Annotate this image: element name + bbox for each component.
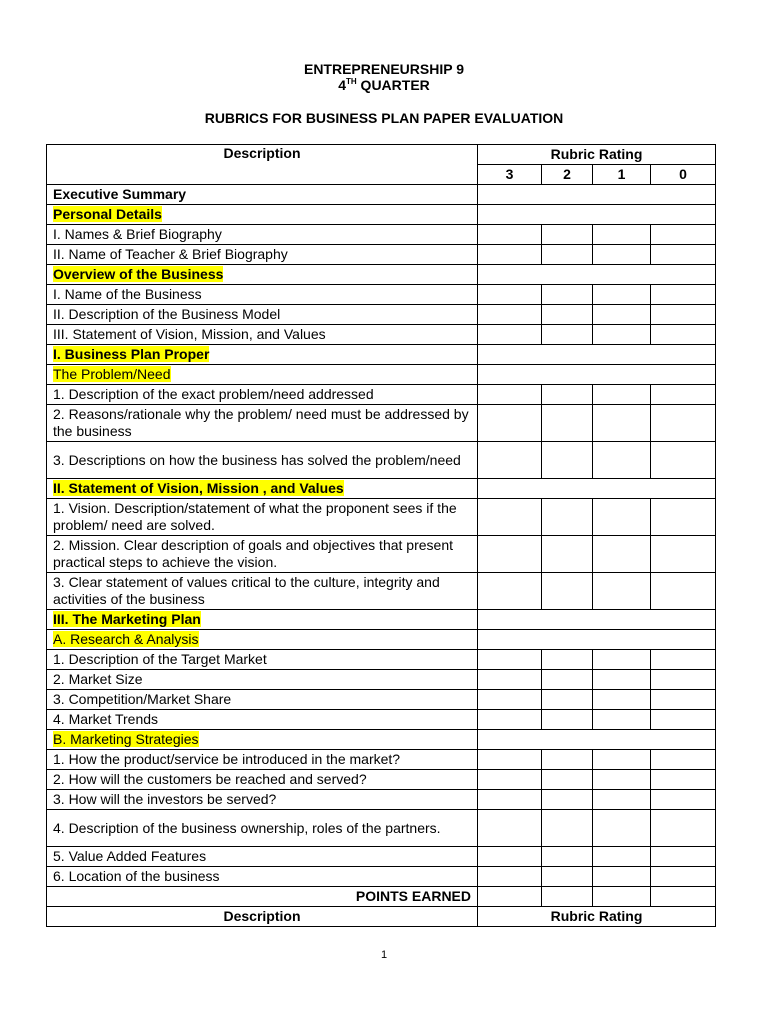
section-label: A. Research & Analysis: [53, 631, 199, 647]
criterion-row: [47, 225, 716, 245]
rating-cell[interactable]: [478, 867, 542, 887]
rating-cell[interactable]: [651, 670, 716, 690]
criterion-label: 3. Clear statement of values critical to the culture, integrity and activities of the business: [53, 574, 440, 607]
criterion-row: [47, 750, 716, 770]
rating-cell[interactable]: [542, 536, 593, 573]
rating-cell[interactable]: [542, 847, 593, 867]
rating-cell-merged: [478, 205, 716, 225]
criterion-row: [47, 245, 716, 265]
rating-cell[interactable]: [651, 536, 716, 573]
description-cell: [47, 573, 478, 610]
rating-cell[interactable]: [478, 750, 542, 770]
rating-cell[interactable]: [478, 325, 542, 345]
rating-cell[interactable]: [651, 285, 716, 305]
criterion-row: [47, 285, 716, 305]
rating-cell-merged: [478, 610, 716, 630]
section-label: Personal Details: [53, 206, 162, 222]
description-cell: [47, 690, 478, 710]
rating-cell[interactable]: [542, 790, 593, 810]
rating-cell[interactable]: [651, 790, 716, 810]
rating-cell[interactable]: [478, 225, 542, 245]
criterion-row: [47, 650, 716, 670]
rating-cell[interactable]: [542, 750, 593, 770]
rubric-title: RUBRICS FOR BUSINESS PLAN PAPER EVALUATION: [204, 110, 564, 126]
description-column-header: Description: [47, 907, 478, 927]
rating-cell[interactable]: [593, 285, 651, 305]
rating-cell[interactable]: [478, 670, 542, 690]
section-row: [47, 610, 716, 630]
criterion-row: [47, 710, 716, 730]
rating-cell[interactable]: [651, 710, 716, 730]
criterion-label: 6. Location of the business: [53, 868, 220, 884]
rating-cell[interactable]: [593, 225, 651, 245]
description-cell: [47, 305, 478, 325]
section-row: [47, 205, 716, 225]
section-row: [47, 265, 716, 285]
description-cell: [47, 205, 478, 225]
rating-cell[interactable]: [593, 867, 651, 887]
criterion-row: [47, 325, 716, 345]
rating-cell[interactable]: [651, 690, 716, 710]
quarter-heading: [0, 77, 768, 93]
rating-cell[interactable]: [651, 573, 716, 610]
repeated-header-row: [47, 907, 716, 927]
criterion-row: [47, 770, 716, 790]
section-label: I. Business Plan Proper: [53, 346, 210, 362]
rating-cell[interactable]: [542, 770, 593, 790]
rating-cell[interactable]: [542, 245, 593, 265]
description-cell: [47, 325, 478, 345]
section-label: II. Statement of Vision, Mission , and Values: [53, 480, 344, 496]
section-label: Overview of the Business: [53, 266, 224, 282]
rating-cell[interactable]: [593, 770, 651, 790]
description-cell: [47, 630, 478, 650]
points-earned-row: [47, 887, 716, 907]
rating-cell[interactable]: [593, 573, 651, 610]
section-label: III. The Marketing Plan: [53, 611, 201, 627]
criterion-label: I. Names & Brief Biography: [53, 226, 222, 242]
description-cell: [47, 750, 478, 770]
rating-cell[interactable]: [651, 847, 716, 867]
criterion-label: 1. How the product/service be introduced in the market?: [53, 751, 401, 767]
rating-cell[interactable]: [478, 690, 542, 710]
rubric-table: [46, 144, 716, 927]
criterion-row: [47, 690, 716, 710]
rating-cell-merged: [478, 345, 716, 365]
criterion-row: [47, 573, 716, 610]
description-cell: [47, 730, 478, 750]
rating-cell[interactable]: [478, 790, 542, 810]
rating-cell-merged: [478, 185, 716, 205]
criterion-row: [47, 790, 716, 810]
rating-cell[interactable]: [478, 245, 542, 265]
rating-cell[interactable]: [651, 770, 716, 790]
criterion-label: I. Name of the Business: [53, 286, 202, 302]
rating-cell[interactable]: [542, 573, 593, 610]
rating-cell[interactable]: [593, 690, 651, 710]
section-label: Executive Summary: [53, 186, 187, 202]
rubric-rating-column-header: Rubric Rating: [478, 907, 716, 927]
description-cell: [47, 185, 478, 205]
criterion-label: 3. How will the investors be served?: [53, 791, 277, 807]
rating-cell[interactable]: [478, 536, 542, 573]
rating-cell[interactable]: [651, 325, 716, 345]
criterion-label: 3. Competition/Market Share: [53, 691, 232, 707]
rating-cell[interactable]: [542, 650, 593, 670]
points-cell[interactable]: [542, 887, 593, 907]
description-cell: [47, 790, 478, 810]
quarter-number: 4: [338, 77, 346, 93]
points-earned-label: POINTS EARNED: [47, 887, 478, 907]
criterion-row: [47, 536, 716, 573]
criterion-label: 1. Description of the Target Market: [53, 651, 267, 667]
rating-cell[interactable]: [542, 690, 593, 710]
description-cell: [47, 345, 478, 365]
criterion-row: [47, 405, 716, 442]
description-cell: [47, 385, 478, 405]
rating-cell[interactable]: [478, 499, 542, 536]
rating-cell[interactable]: [478, 405, 542, 442]
rating-cell[interactable]: [651, 225, 716, 245]
rating-cell[interactable]: [593, 499, 651, 536]
rating-cell[interactable]: [593, 670, 651, 690]
page-number: 1: [380, 949, 388, 961]
criterion-row: [47, 499, 716, 536]
rating-cell[interactable]: [542, 405, 593, 442]
criterion-label: 3. Descriptions on how the business has solved the problem/need: [53, 451, 461, 468]
criterion-label: 4. Market Trends: [53, 711, 159, 727]
rating-cell-merged: [478, 730, 716, 750]
table-header-row: [47, 145, 716, 165]
description-cell: [47, 810, 478, 847]
criterion-row: [47, 442, 716, 479]
description-cell: [47, 670, 478, 690]
rating-cell[interactable]: [593, 405, 651, 442]
rating-cell[interactable]: [593, 790, 651, 810]
criterion-label: 2. Reasons/rationale why the problem/ need must be addressed by the business: [53, 406, 469, 439]
rating-cell[interactable]: [593, 710, 651, 730]
description-cell: [47, 710, 478, 730]
rating-cell[interactable]: [478, 385, 542, 405]
rating-cell[interactable]: [542, 810, 593, 847]
rating-cell[interactable]: [593, 442, 651, 479]
rating-cell[interactable]: [542, 442, 593, 479]
criterion-row: [47, 847, 716, 867]
description-cell: [47, 610, 478, 630]
rating-cell[interactable]: [542, 325, 593, 345]
rating-cell[interactable]: [478, 285, 542, 305]
criterion-label: 1. Vision. Description/statement of what the proponent sees if the problem/ need are solved.: [53, 500, 457, 533]
rating-cell[interactable]: [542, 710, 593, 730]
rating-cell[interactable]: [542, 670, 593, 690]
criterion-row: [47, 305, 716, 325]
description-cell: [47, 536, 478, 573]
criterion-label: II. Name of Teacher & Brief Biography: [53, 246, 288, 262]
criterion-row: [47, 385, 716, 405]
rating-3-header: 3: [478, 165, 542, 185]
section-label: The Problem/Need: [53, 366, 171, 382]
rating-cell[interactable]: [593, 847, 651, 867]
description-column-header: Description: [47, 145, 478, 185]
description-cell: [47, 442, 478, 479]
rating-cell[interactable]: [651, 405, 716, 442]
points-cell[interactable]: [593, 887, 651, 907]
description-cell: [47, 867, 478, 887]
description-cell: [47, 265, 478, 285]
criterion-row: [47, 810, 716, 847]
rating-cell-merged: [478, 265, 716, 285]
rubric-rating-column-header: Rubric Rating: [478, 145, 716, 165]
rating-cell[interactable]: [593, 650, 651, 670]
rating-cell[interactable]: [651, 750, 716, 770]
criterion-label: 2. Market Size: [53, 671, 143, 687]
rating-cell[interactable]: [593, 385, 651, 405]
criterion-row: [47, 670, 716, 690]
description-cell: [47, 405, 478, 442]
points-cell[interactable]: [651, 887, 716, 907]
rating-cell[interactable]: [651, 245, 716, 265]
rating-cell[interactable]: [593, 810, 651, 847]
rating-cell-merged: [478, 630, 716, 650]
criterion-label: 2. How will the customers be reached and served?: [53, 771, 367, 787]
description-cell: [47, 479, 478, 499]
rating-cell[interactable]: [478, 847, 542, 867]
criterion-label: 4. Description of the business ownership, roles of the partners.: [53, 819, 441, 836]
rating-cell[interactable]: [478, 810, 542, 847]
rating-cell[interactable]: [542, 285, 593, 305]
rating-cell[interactable]: [593, 325, 651, 345]
description-cell: [47, 847, 478, 867]
document-title: ENTREPRENEURSHIP 9: [303, 61, 464, 77]
description-cell: [47, 285, 478, 305]
section-label: B. Marketing Strategies: [53, 731, 199, 747]
criterion-label: III. Statement of Vision, Mission, and Values: [53, 326, 326, 342]
rating-cell[interactable]: [651, 650, 716, 670]
section-row: [47, 630, 716, 650]
rating-cell-merged: [478, 365, 716, 385]
rating-cell[interactable]: [593, 536, 651, 573]
section-row: [47, 345, 716, 365]
rating-cell[interactable]: [542, 305, 593, 325]
rating-cell[interactable]: [478, 650, 542, 670]
rating-cell[interactable]: [593, 245, 651, 265]
rating-cell[interactable]: [542, 499, 593, 536]
section-row: [47, 365, 716, 385]
rating-cell[interactable]: [651, 442, 716, 479]
rating-cell[interactable]: [593, 305, 651, 325]
rating-cell[interactable]: [651, 305, 716, 325]
rating-cell[interactable]: [593, 750, 651, 770]
section-row: [47, 185, 716, 205]
criterion-label: II. Description of the Business Model: [53, 306, 281, 322]
rating-cell-merged: [478, 479, 716, 499]
rating-cell[interactable]: [478, 442, 542, 479]
rating-cell[interactable]: [651, 867, 716, 887]
rating-cell[interactable]: [651, 499, 716, 536]
rating-2-header: 2: [542, 165, 593, 185]
criterion-label: 1. Description of the exact problem/need addressed: [53, 386, 374, 402]
section-row: [47, 730, 716, 750]
rating-cell[interactable]: [478, 305, 542, 325]
quarter-superscript: TH: [346, 77, 357, 86]
description-cell: [47, 499, 478, 536]
rating-cell[interactable]: [478, 770, 542, 790]
criterion-label: 2. Mission. Clear description of goals and objectives that present practical steps to achieve the vision.: [53, 537, 453, 570]
rating-cell[interactable]: [542, 225, 593, 245]
section-row: [47, 479, 716, 499]
points-cell[interactable]: [478, 887, 542, 907]
rating-0-header: 0: [651, 165, 716, 185]
rating-cell[interactable]: [542, 385, 593, 405]
description-cell: [47, 225, 478, 245]
rating-cell[interactable]: [651, 385, 716, 405]
rating-1-header: 1: [593, 165, 651, 185]
criterion-row: [47, 867, 716, 887]
description-cell: [47, 365, 478, 385]
rating-cell[interactable]: [651, 810, 716, 847]
quarter-word: QUARTER: [356, 77, 430, 93]
criterion-label: 5. Value Added Features: [53, 848, 207, 864]
rating-cell[interactable]: [542, 867, 593, 887]
rating-cell[interactable]: [478, 573, 542, 610]
rating-cell[interactable]: [478, 710, 542, 730]
description-cell: [47, 245, 478, 265]
description-cell: [47, 650, 478, 670]
description-cell: [47, 770, 478, 790]
